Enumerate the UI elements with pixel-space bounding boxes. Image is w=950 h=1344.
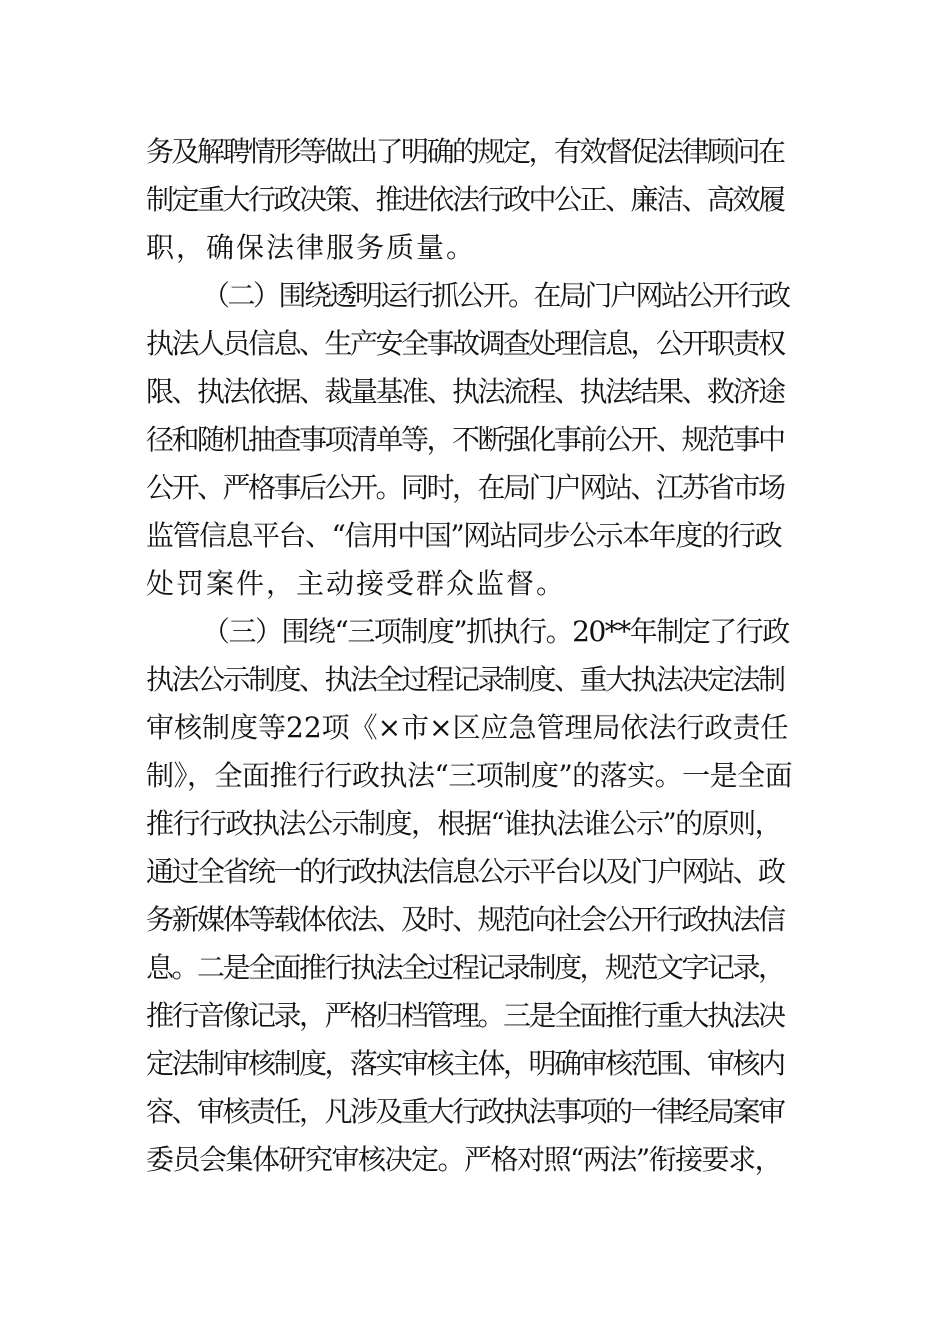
text-line: 执法公示制度、执法全过程记录制度、重大执法决定法制: [146, 663, 784, 696]
text-line: 容、审核责任，凡涉及重大行政执法事项的一律经局案审: [146, 1095, 784, 1128]
text-line: 径和随机抽查事项清单等，不断强化事前公开、规范事中: [146, 423, 784, 456]
text-line: 监管信息平台、“信用中国”网站同步公示本年度的行政: [146, 519, 782, 552]
text-line: 定法制审核制度，落实审核主体，明确审核范围、审核内: [146, 1047, 784, 1080]
text-line: 限、执法依据、裁量基准、执法流程、执法结果、救济途: [146, 375, 784, 408]
text-line: 制定重大行政决策、推进依法行政中公正、廉洁、高效履: [146, 183, 784, 216]
paragraph-heading-line: （三）围绕“三项制度”抓执行。20**年制定了行政: [202, 615, 789, 648]
text-line: 公开、严格事后公开。同时，在局门户网站、江苏省市场: [146, 471, 784, 504]
text-line: 务新媒体等载体依法、及时、规范向社会公开行政执法信: [146, 903, 784, 936]
paragraph-heading-line: （二）围绕透明运行抓公开。在局门户网站公开行政: [202, 279, 789, 312]
text-line: 处罚案件，主动接受群众监督。: [146, 567, 567, 600]
text-line: 息。二是全面推行执法全过程记录制度，规范文字记录，: [146, 951, 784, 984]
text-line: 推行行政执法公示制度，根据“谁执法谁公示”的原则，: [146, 807, 782, 840]
text-line: 委员会集体研究审核决定。严格对照“两法”衔接要求，: [146, 1143, 782, 1176]
text-line: 推行音像记录，严格归档管理。三是全面推行重大执法决: [146, 999, 784, 1032]
text-line: 务及解聘情形等做出了明确的规定，有效督促法律顾问在: [146, 135, 784, 168]
text-line: 审核制度等22项《×市×区应急管理局依法行政责任: [146, 711, 789, 744]
text-line: 通过全省统一的行政执法信息公示平台以及门户网站、政: [146, 855, 784, 888]
text-line: 职，确保法律服务质量。: [146, 231, 477, 264]
text-line: 执法人员信息、生产安全事故调查处理信息，公开职责权: [146, 327, 784, 360]
text-line: 制》，全面推行行政执法“三项制度”的落实。一是全面: [146, 759, 793, 792]
